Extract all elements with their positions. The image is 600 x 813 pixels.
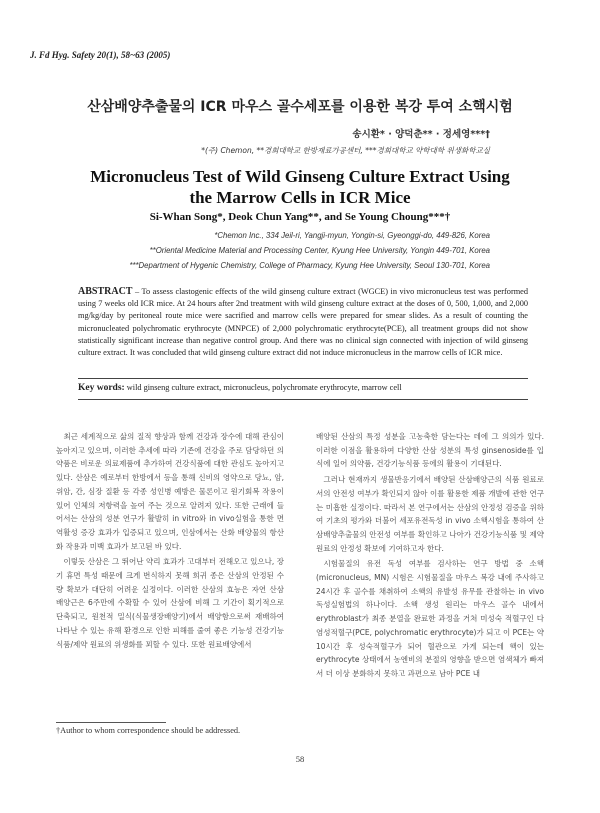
- footnote-divider: [56, 722, 166, 723]
- english-affiliations: [129, 228, 490, 273]
- affiliation-oriental-medicine: **Oriental Medicine Material and Processing Center, Kyung Hee University, Yongin 449-701, Korea: [149, 246, 490, 255]
- abstract-text: – To assess clastogenic effects of the wild ginseng culture extract (WGCE) in vivo micronucleus test was performed using 7 weeks old ICR mice. At 24 hours after 2nd treatment with wild ginseng culture extract at the doses of 0, 500, 1,000, and 2,000 mg/kg/day by peritoneal route mice were sacrified and marrow cells were prepared for smear slides. As a result of counting the micronucleated polychromatic erythrocyte (MNPCE) of 2,000 polychromatic erythrocyte(PCE), all treatment groups did not show statistically significant increase than negative control group. And there was no clinical sign connected with injection of wild ginseng culture extract. It was concluded that wild ginseng culture extract did not induce micronucleus in the marrow cells of ICR mice.: [78, 287, 528, 358]
- body-paragraph: 최근 세계적으로 삶의 질적 향상과 함께 건강과 장수에 대해 관심이 높아지고 있으며, 이러한 추세에 따라 기존에 건강을 주로 담당하던 의약품은 비로운 의료제품에 추가하여 건강식품에 대한 관심도 높아지고 있다. 산삼은 예로부터 한방에서 등을 통해 신비의 영약으로 당뇨, 암, 위암, 간, 심장 질환 등 각종 성인병 예방은 물론이고 원기회복 작용이 있어 인체의 저항력을 높여 주는 것으로 알려져 있다. 또한 근래에 들어서는 산삼의 성분 연구가 활발히 in vitro와 in vivo실험을 통한 면역활성 증강 효과가 입증되고 있으며, 인삼에서는 산화 배양물의 항산화 작용과 미백 효과가 보고된 바 있다.: [56, 432, 284, 551]
- body-paragraph: 배양된 산삼의 특정 성분을 고농축한 담는다는 데에 그 의의가 있다. 이러한 이점을 활용하여 다양한 산삼 성분의 특성 ginsenoside를 입식에 일어 의약품, 건강기능식품 등에의 활용이 기대된다.: [316, 432, 544, 469]
- keywords-text: wild ginseng culture extract, micronucleus, polychromate erythrocyte, marrow cell: [124, 383, 402, 392]
- body-paragraph: 시험물질의 유전 독성 여부를 검사하는 연구 방법 중 소핵(micronucleus, MN) 시험은 시험물질을 마우스 복강 내에 주사하고 24시간 후 골수를 채취하여 소핵의 유발성 유무를 관찰하는 in vivo 독성실험법의 하나이다. 소핵 생성 원리는 마우스 골수 내에서 erythroblast가 최종 분열을 완료한 과정을 거쳐 미성숙 적혈구인 다염성적혈구(PCE, polychromatic erythrocyte)가 되고 이 PCE는 약 10시간 후 성숙적혈구가 되어 혈관으로 가게 되는데 핵이 있는 erythrocyte 상태에서 농엔비의 분절의 영향을 받으면 염색체가 빠져서 더 이상 분화하지 못하고 과편으로 남아 PCE 내: [316, 559, 544, 678]
- journal-header: J. Fd Hyg. Safety 20(1), 58~63 (2005): [30, 50, 171, 60]
- abstract-label: ABSTRACT: [78, 286, 133, 297]
- english-title-line-2: the Marrow Cells in ICR Mice: [189, 188, 411, 207]
- korean-authors: 송시환* · 양덕춘** · 정세영***†: [352, 129, 490, 140]
- abstract-divider-bottom: [78, 399, 528, 400]
- page-number: 58: [295, 754, 305, 764]
- keywords: [78, 383, 528, 393]
- body-paragraph: 이렇듯 산삼은 그 뛰어난 약리 효과가 고대부터 전해오고 있으나, 장기 휴면 특성 때문에 크게 번식하지 못해 희귀 종은 산삼의 안정된 수량 확보가 대단히 어려운 실정이다. 이러한 산삼의 효능은 자연 산삼 배양근은 6주만에 수확할 수 있어 산삼에 비해 그 기간이 획기적으로 단축되고, 원천적 밀식(식물생장배양기)에서 배양함으로써 재배하여 나타난 수 있는 유해 환경으로 인한 피해를 줄여 좋은 기능성 건강기능식품/제약 원료의 위생화를 꾀할 수 있다. 또한 원료배양에서: [56, 557, 284, 649]
- english-title: [0, 166, 600, 208]
- body-right-column: [316, 430, 544, 683]
- abstract: [78, 286, 528, 359]
- affiliation-hygenic-chemistry: ***Department of Hygenic Chemistry, College of Pharmacy, Kyung Hee University, Seoul 130-701, Korea: [129, 261, 490, 270]
- keywords-label: Key words:: [78, 383, 125, 393]
- korean-affiliations: *(주) Chemon, **경희대학교 한방재료가공센터, ***경희대학교 약학대학 위생화학교실: [201, 146, 490, 155]
- body-paragraph: 그러나 현재까지 생물반응기에서 배양된 산삼배양근의 식품 원료로서의 안전성 여부가 확인되지 않아 이를 활용한 제품 개발에 관한 연구는 미흡한 실정이다. 따라서 본 연구에서는 산삼의 안정성 검증을 위하여 기초의 평가와 더불어 세포유전독성 in vivo 소핵시험을 통하여 산삼배양추출물의 안전성 여부를 확인하고 나아가 건강기능식품 및 제약 원료의 안정성 확보에 기여하고자 한다.: [316, 475, 544, 553]
- footnote: †Author to whom correspondence should be addressed.: [56, 726, 241, 735]
- english-authors: Si-Whan Song*, Deok Chun Yang**, and Se Young Choung***†: [149, 211, 451, 223]
- korean-title: 산삼배양추출물의 ICR 마우스 골수세포를 이용한 복강 투여 소핵시험: [87, 99, 513, 115]
- english-title-line-1: Micronucleus Test of Wild Ginseng Culture Extract Using: [90, 167, 510, 186]
- affiliation-chemon: *Chemon Inc., 334 Jeil-ri, Yangji-myun, Yongin-si, Gyeonggi-do, 449-826, Korea: [214, 231, 490, 240]
- body-left-column: [56, 430, 284, 653]
- abstract-divider-top: [78, 378, 528, 379]
